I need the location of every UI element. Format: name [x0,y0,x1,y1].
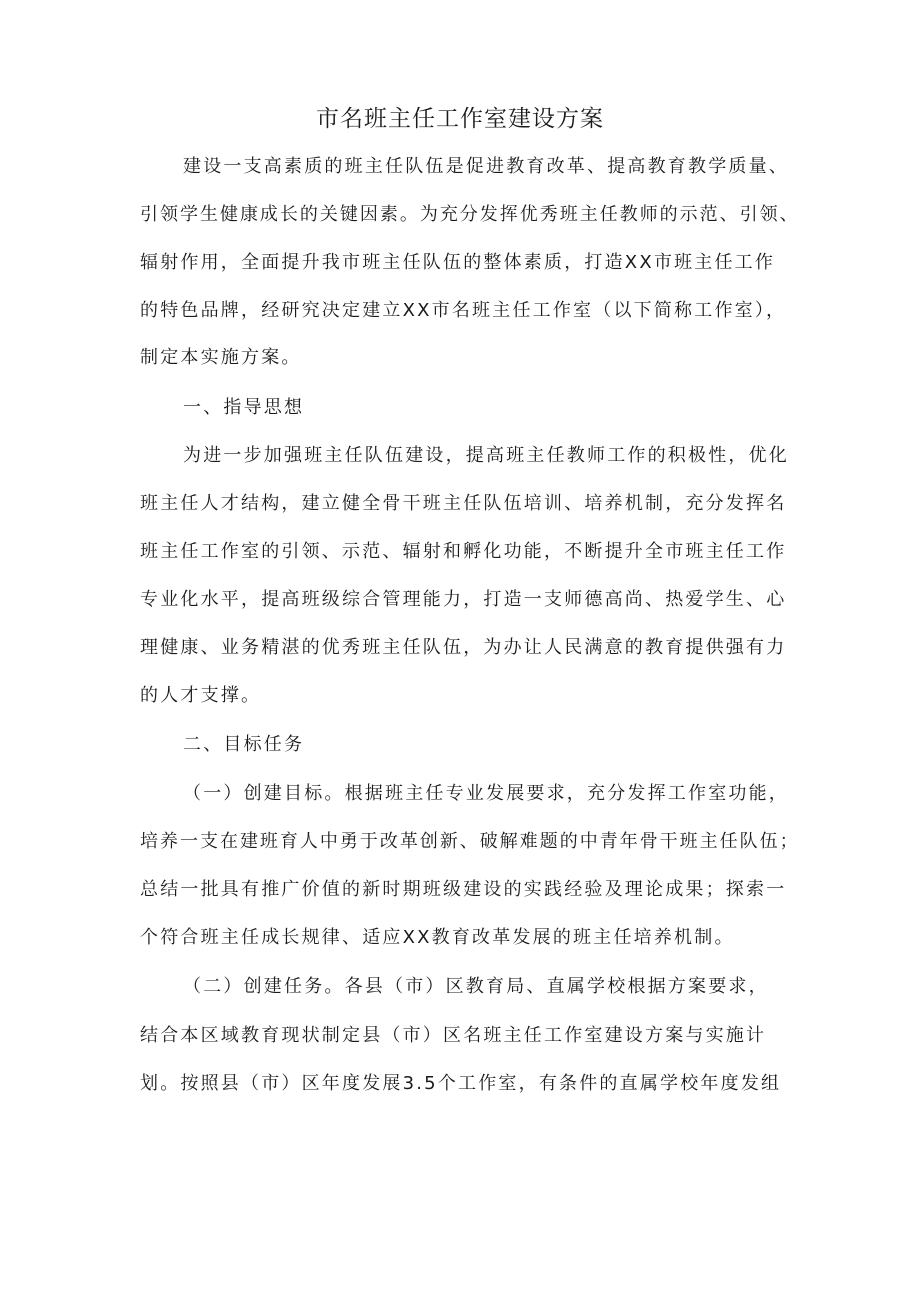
intro-line: 制定本实施方案。 [140,347,302,368]
section1-line: 理健康、业务精湛的优秀班主任队伍，为办让人民满意的教育提供强有力 [140,637,787,658]
section2-p1-line: 总结一批具有推广价值的新时期班级建设的实践经验及理论成果；探索一 [140,879,787,900]
section2-p2-line: 划。按照县（市）区年度发展3.5个工作室，有条件的直属学校年度发组 [140,1073,782,1094]
section1-line: 的人才支撑。 [140,685,262,706]
section-heading-goals-tasks: 二、目标任务 [183,734,305,755]
section1-line: 班主任工作室的引领、示范、辐射和孵化功能，不断提升全市班主任工作 [140,541,787,562]
intro-line: 辐射作用，全面提升我市班主任队伍的整体素质，打造XX市班主任工作 [140,252,776,273]
section1-line: 专业化水平，提高班级综合管理能力，打造一支师德高尚、热爱学生、心 [140,589,787,610]
section2-p1-line: 培养一支在建班育人中勇于改革创新、破解难题的中青年骨干班主任队伍； [140,831,800,852]
section2-p2-line: 结合本区域教育现状制定县（市）区名班主任工作室建设方案与实施计 [140,1025,767,1046]
intro-line: 引领学生健康成长的关键因素。为充分发挥优秀班主任教师的示范、引领、 [140,204,800,225]
document-title: 市名班主任工作室建设方案 [316,106,604,132]
section2-p1-line: （一）创建目标。根据班主任专业发展要求，充分发挥工作室功能， [183,783,789,804]
intro-line: 的特色品牌，经研究决定建立XX市名班主任工作室（以下简称工作室）， [140,300,787,321]
section-heading-guiding-ideology: 一、指导思想 [183,397,305,418]
intro-line: 建设一支高素质的班主任队伍是促进教育改革、提高教育教学质量、 [183,156,789,177]
section1-line: 班主任人才结构，建立健全骨干班主任队伍培训、培养机制，充分发挥名 [140,493,787,514]
section2-p1-line: 个符合班主任成长规律、适应XX教育改革发展的班主任培养机制。 [140,927,735,948]
section1-line: 为进一步加强班主任队伍建设，提高班主任教师工作的积极性，优化 [183,445,789,466]
section2-p2-line: （二）创建任务。各县（市）区教育局、直属学校根据方案要求， [183,976,769,997]
